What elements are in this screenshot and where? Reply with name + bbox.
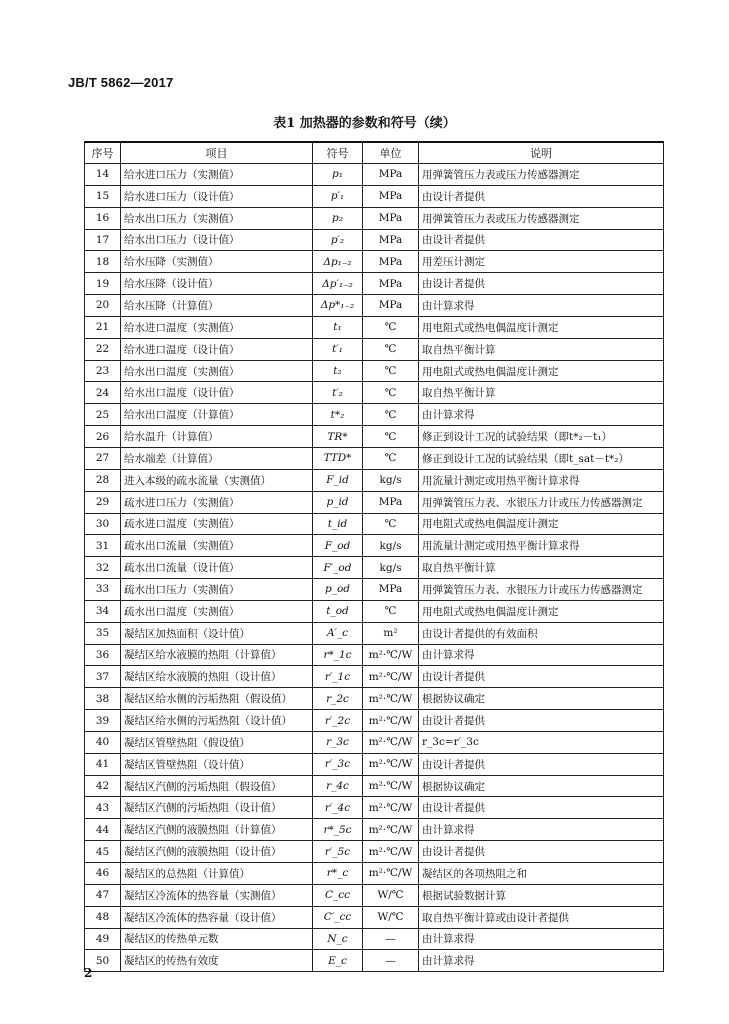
row-number: 33	[85, 579, 121, 601]
row-description: 由计算求得	[419, 928, 664, 950]
row-symbol: r′_5c	[313, 841, 363, 863]
row-symbol: C_cc	[313, 884, 363, 906]
row-item: 凝结区管壁热阻（设计值）	[121, 753, 313, 775]
table-row	[85, 557, 664, 579]
table-body	[85, 164, 664, 972]
row-symbol: r*_1c	[313, 644, 363, 666]
row-item: 凝结区加热面积（设计值）	[121, 622, 313, 644]
row-description: 用弹簧管压力表或压力传感器测定	[419, 207, 664, 229]
row-description: 用差压计测定	[419, 251, 664, 273]
row-number: 46	[85, 863, 121, 885]
row-item: 凝结区冷流体的热容量（设计值）	[121, 906, 313, 928]
table-row	[85, 535, 664, 557]
page-number: 2	[84, 966, 93, 980]
table-row	[85, 185, 664, 207]
row-item: 给水出口温度（计算值）	[121, 404, 313, 426]
table-row	[85, 251, 664, 273]
row-unit: ℃	[363, 316, 419, 338]
row-symbol: r′_4c	[313, 797, 363, 819]
row-unit: m²	[363, 622, 419, 644]
table-row	[85, 928, 664, 950]
row-description: 根据试验数据计算	[419, 884, 664, 906]
row-number: 22	[85, 338, 121, 360]
row-symbol: r*_5c	[313, 819, 363, 841]
row-item: 凝结区管壁热阻（假设值）	[121, 731, 313, 753]
row-item: 凝结区冷流体的热容量（实测值）	[121, 884, 313, 906]
table-row	[85, 841, 664, 863]
row-description: 用电阻式或热电偶温度计测定	[419, 513, 664, 535]
row-item: 给水进口压力（设计值）	[121, 185, 313, 207]
row-symbol: N_c	[313, 928, 363, 950]
row-item: 凝结区的传热有效度	[121, 950, 313, 972]
row-item: 疏水出口流量（设计值）	[121, 557, 313, 579]
row-item: 疏水出口压力（实测值）	[121, 579, 313, 601]
row-description: 凝结区的各项热阻之和	[419, 863, 664, 885]
row-number: 41	[85, 753, 121, 775]
table-row	[85, 164, 664, 186]
row-description: 由计算求得	[419, 404, 664, 426]
table-row	[85, 950, 664, 972]
row-number: 38	[85, 688, 121, 710]
row-number: 16	[85, 207, 121, 229]
row-description: 由设计者提供	[419, 666, 664, 688]
row-description: 由设计者提供	[419, 841, 664, 863]
row-number: 31	[85, 535, 121, 557]
row-item: 给水压降（计算值）	[121, 295, 313, 317]
header-no: 序号	[85, 142, 121, 164]
row-symbol: r′_1c	[313, 666, 363, 688]
row-symbol: r_4c	[313, 775, 363, 797]
row-symbol: A′_c	[313, 622, 363, 644]
row-number: 24	[85, 382, 121, 404]
row-unit: MPa	[363, 579, 419, 601]
row-item: 疏水出口流量（实测值）	[121, 535, 313, 557]
row-symbol: t_id	[313, 513, 363, 535]
row-number: 14	[85, 164, 121, 186]
row-symbol: p′₂	[313, 229, 363, 251]
row-number: 44	[85, 819, 121, 841]
row-description: 用流量计测定或用热平衡计算求得	[419, 469, 664, 491]
row-unit: MPa	[363, 491, 419, 513]
row-unit: ℃	[363, 404, 419, 426]
row-description: 取自热平衡计算	[419, 338, 664, 360]
row-unit: W/℃	[363, 906, 419, 928]
row-symbol: TR*	[313, 426, 363, 448]
row-number: 35	[85, 622, 121, 644]
row-symbol: p₁	[313, 164, 363, 186]
row-item: 凝结区汽侧的液膜热阻（计算值）	[121, 819, 313, 841]
row-symbol: F′_od	[313, 557, 363, 579]
table-row	[85, 207, 664, 229]
row-description: 由设计者提供	[419, 710, 664, 732]
row-description: 用弹簧管压力表、水银压力计或压力传感器测定	[419, 579, 664, 601]
header-symbol: 符号	[313, 142, 363, 164]
row-description: 用电阻式或热电偶温度计测定	[419, 316, 664, 338]
row-item: 给水压降（实测值）	[121, 251, 313, 273]
row-unit: m²·℃/W	[363, 819, 419, 841]
row-unit: MPa	[363, 295, 419, 317]
table-row	[85, 513, 664, 535]
row-item: 进入本级的疏水流量（实测值）	[121, 469, 313, 491]
row-description: 由计算求得	[419, 644, 664, 666]
row-description: 用弹簧管压力表或压力传感器测定	[419, 164, 664, 186]
table-row	[85, 644, 664, 666]
row-description: 取自热平衡计算	[419, 557, 664, 579]
row-description: 由计算求得	[419, 950, 664, 972]
table-row	[85, 338, 664, 360]
row-number: 49	[85, 928, 121, 950]
row-description: 由设计者提供	[419, 229, 664, 251]
table-row	[85, 491, 664, 513]
row-description: 用弹簧管压力表、水银压力计或压力传感器测定	[419, 491, 664, 513]
row-item: 凝结区给水液膜的热阻（设计值）	[121, 666, 313, 688]
row-symbol: t₂	[313, 360, 363, 382]
table-row	[85, 295, 664, 317]
table-row	[85, 579, 664, 601]
table-row	[85, 753, 664, 775]
row-number: 39	[85, 710, 121, 732]
row-unit: MPa	[363, 164, 419, 186]
row-symbol: Δp₁₋₂	[313, 251, 363, 273]
row-item: 疏水进口压力（实测值）	[121, 491, 313, 513]
row-description: 由计算求得	[419, 819, 664, 841]
row-number: 37	[85, 666, 121, 688]
row-item: 给水出口压力（实测值）	[121, 207, 313, 229]
row-symbol: t_od	[313, 600, 363, 622]
row-item: 给水出口温度（设计值）	[121, 382, 313, 404]
row-number: 32	[85, 557, 121, 579]
row-item: 给水出口温度（实测值）	[121, 360, 313, 382]
row-symbol: Δp*₁₋₂	[313, 295, 363, 317]
row-unit: m²·℃/W	[363, 666, 419, 688]
standard-id: JB/T 5862—2017	[68, 75, 174, 90]
row-unit: MPa	[363, 273, 419, 295]
row-number: 40	[85, 731, 121, 753]
table-row	[85, 775, 664, 797]
row-number: 23	[85, 360, 121, 382]
row-description: 由设计者提供	[419, 273, 664, 295]
row-item: 给水进口温度（实测值）	[121, 316, 313, 338]
table-row	[85, 731, 664, 753]
row-unit: m²·℃/W	[363, 710, 419, 732]
row-item: 给水进口压力（实测值）	[121, 164, 313, 186]
row-description: r_3c=r′_3c	[419, 731, 664, 753]
row-item: 给水端差（计算值）	[121, 447, 313, 469]
row-unit: m²·℃/W	[363, 688, 419, 710]
row-number: 25	[85, 404, 121, 426]
table-row	[85, 710, 664, 732]
row-number: 17	[85, 229, 121, 251]
table-row	[85, 666, 664, 688]
row-symbol: p_od	[313, 579, 363, 601]
row-symbol: p_id	[313, 491, 363, 513]
row-symbol: r_2c	[313, 688, 363, 710]
row-symbol: p₂	[313, 207, 363, 229]
table-row	[85, 819, 664, 841]
row-description: 由设计者提供	[419, 797, 664, 819]
row-description: 用电阻式或热电偶温度计测定	[419, 600, 664, 622]
row-number: 15	[85, 185, 121, 207]
row-symbol: Δp′₁₋₂	[313, 273, 363, 295]
table-row	[85, 404, 664, 426]
row-symbol: p′₁	[313, 185, 363, 207]
table-row	[85, 906, 664, 928]
row-description: 用电阻式或热电偶温度计测定	[419, 360, 664, 382]
header-unit: 单位	[363, 142, 419, 164]
row-item: 凝结区的传热单元数	[121, 928, 313, 950]
row-description: 由设计者提供	[419, 753, 664, 775]
row-unit: ℃	[363, 513, 419, 535]
row-item: 凝结区汽侧的污垢热阻（设计值）	[121, 797, 313, 819]
table-row	[85, 360, 664, 382]
row-description: 由设计者提供	[419, 185, 664, 207]
row-symbol: t′₁	[313, 338, 363, 360]
row-description: 修正到设计工况的试验结果（即t_sat－t*₂）	[419, 447, 664, 469]
table-row	[85, 600, 664, 622]
row-description: 修正到设计工况的试验结果（即t*₂－t₁）	[419, 426, 664, 448]
row-description: 由计算求得	[419, 295, 664, 317]
row-unit: ℃	[363, 382, 419, 404]
row-item: 凝结区给水侧的污垢热阻（设计值）	[121, 710, 313, 732]
row-number: 19	[85, 273, 121, 295]
row-symbol: t₁	[313, 316, 363, 338]
row-number: 18	[85, 251, 121, 273]
row-unit: MPa	[363, 185, 419, 207]
row-description: 由设计者提供的有效面积	[419, 622, 664, 644]
row-item: 给水温升（计算值）	[121, 426, 313, 448]
row-number: 34	[85, 600, 121, 622]
row-symbol: r_3c	[313, 731, 363, 753]
table-row	[85, 273, 664, 295]
row-unit: m²·℃/W	[363, 775, 419, 797]
row-number: 20	[85, 295, 121, 317]
row-unit: kg/s	[363, 469, 419, 491]
row-unit: kg/s	[363, 535, 419, 557]
row-item: 给水进口温度（设计值）	[121, 338, 313, 360]
table-row	[85, 447, 664, 469]
row-number: 43	[85, 797, 121, 819]
row-number: 30	[85, 513, 121, 535]
row-number: 47	[85, 884, 121, 906]
row-symbol: F_id	[313, 469, 363, 491]
row-symbol: r′_2c	[313, 710, 363, 732]
table-row	[85, 229, 664, 251]
row-symbol: t′₂	[313, 382, 363, 404]
row-unit: kg/s	[363, 557, 419, 579]
row-item: 给水压降（设计值）	[121, 273, 313, 295]
table-row	[85, 426, 664, 448]
row-number: 48	[85, 906, 121, 928]
row-description: 取自热平衡计算或由设计者提供	[419, 906, 664, 928]
row-item: 凝结区给水侧的污垢热阻（假设值）	[121, 688, 313, 710]
table-row	[85, 688, 664, 710]
row-symbol: TTD*	[313, 447, 363, 469]
table-title: 表1 加热器的参数和符号（续）	[273, 116, 456, 131]
row-unit: ℃	[363, 600, 419, 622]
row-unit: ℃	[363, 447, 419, 469]
table-row	[85, 382, 664, 404]
row-number: 29	[85, 491, 121, 513]
row-symbol: F_od	[313, 535, 363, 557]
row-unit: m²·℃/W	[363, 863, 419, 885]
row-unit: m²·℃/W	[363, 753, 419, 775]
table-row	[85, 316, 664, 338]
table-row	[85, 797, 664, 819]
table-row	[85, 884, 664, 906]
row-number: 21	[85, 316, 121, 338]
row-item: 凝结区汽侧的污垢热阻（假设值）	[121, 775, 313, 797]
row-number: 45	[85, 841, 121, 863]
row-unit: ℃	[363, 426, 419, 448]
row-unit: W/℃	[363, 884, 419, 906]
row-unit: ℃	[363, 338, 419, 360]
row-unit: ℃	[363, 360, 419, 382]
table-row	[85, 469, 664, 491]
row-item: 给水出口压力（设计值）	[121, 229, 313, 251]
row-unit: m²·℃/W	[363, 644, 419, 666]
table-row	[85, 622, 664, 644]
row-symbol: C′_cc	[313, 906, 363, 928]
row-item: 疏水进口温度（实测值）	[121, 513, 313, 535]
row-item: 凝结区给水液膜的热阻（计算值）	[121, 644, 313, 666]
row-number: 28	[85, 469, 121, 491]
row-symbol: E_c	[313, 950, 363, 972]
table-row	[85, 863, 664, 885]
row-symbol: t*₂	[313, 404, 363, 426]
row-unit: m²·℃/W	[363, 731, 419, 753]
row-symbol: r′_3c	[313, 753, 363, 775]
parameter-table	[84, 141, 664, 972]
row-symbol: r*_c	[313, 863, 363, 885]
row-unit: MPa	[363, 251, 419, 273]
row-item: 凝结区汽侧的液膜热阻（设计值）	[121, 841, 313, 863]
row-description: 用流量计测定或用热平衡计算求得	[419, 535, 664, 557]
row-item: 凝结区的总热阻（计算值）	[121, 863, 313, 885]
row-unit: MPa	[363, 229, 419, 251]
row-number: 27	[85, 447, 121, 469]
row-description: 取自热平衡计算	[419, 382, 664, 404]
row-unit: m²·℃/W	[363, 797, 419, 819]
row-item: 疏水出口温度（实测值）	[121, 600, 313, 622]
row-number: 50	[85, 950, 121, 972]
row-unit: m²·℃/W	[363, 841, 419, 863]
table-header-row	[85, 142, 664, 164]
row-unit: —	[363, 950, 419, 972]
header-description: 说明	[419, 142, 664, 164]
row-description: 根据协议确定	[419, 775, 664, 797]
row-number: 26	[85, 426, 121, 448]
header-item: 项目	[121, 142, 313, 164]
row-description: 根据协议确定	[419, 688, 664, 710]
row-unit: —	[363, 928, 419, 950]
row-number: 42	[85, 775, 121, 797]
row-number: 36	[85, 644, 121, 666]
row-unit: MPa	[363, 207, 419, 229]
